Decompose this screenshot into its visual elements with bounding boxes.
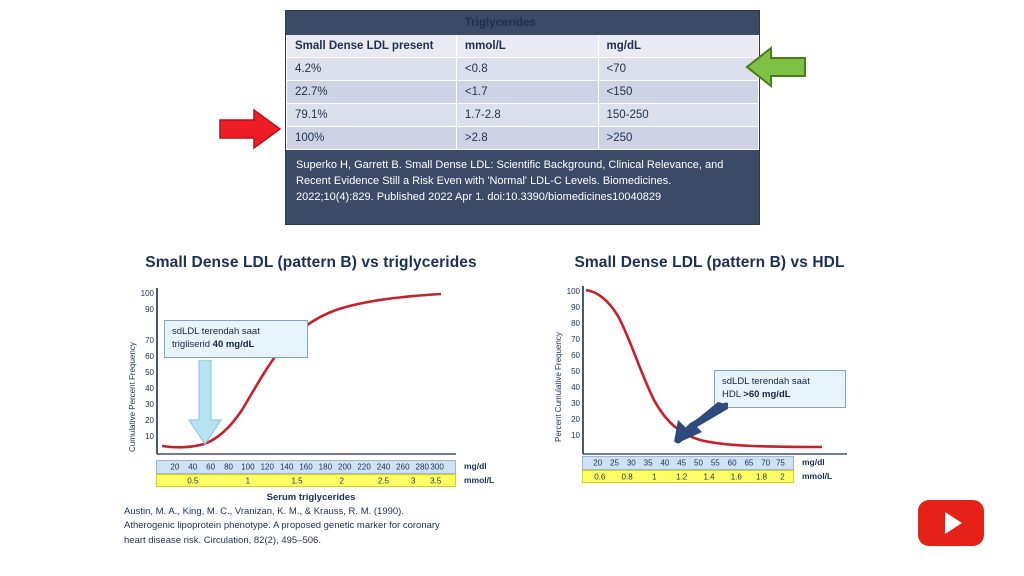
cell-mgdl: <150 xyxy=(598,81,759,104)
youtube-play-button[interactable] xyxy=(918,500,984,546)
ytick-30: 30 xyxy=(145,400,154,409)
xaxis-band-mmol xyxy=(156,474,456,487)
xtick-mmol: 2 xyxy=(339,476,344,485)
ytick-90: 90 xyxy=(571,303,580,312)
left-chart-title: Small Dense LDL (pattern B) vs triglycerides xyxy=(145,254,477,271)
ytick-40: 40 xyxy=(145,384,154,393)
ytick-80: 80 xyxy=(571,319,580,328)
right-chart-panel xyxy=(532,240,887,505)
cell-sdldl: 4.2% xyxy=(287,58,457,81)
ytick-70: 70 xyxy=(571,335,580,344)
cell-sdldl: 100% xyxy=(287,127,457,150)
xtick-mg: 75 xyxy=(775,458,785,468)
xtick-mg: 65 xyxy=(744,458,754,468)
ytick-90: 90 xyxy=(145,305,154,314)
column-header-sdldl: Small Dense LDL present xyxy=(287,35,457,58)
left-chart-panel xyxy=(112,240,510,550)
ytick-10: 10 xyxy=(571,431,580,440)
xaxis-band-mg xyxy=(582,456,794,470)
cell-mmol: 1.7-2.8 xyxy=(456,104,598,127)
xaxis-mmol-ticks xyxy=(157,475,455,486)
xtick-mg: 80 xyxy=(224,462,233,472)
left-chart-plot xyxy=(112,284,510,504)
xtick-mg: 35 xyxy=(643,458,653,468)
ytick-60: 60 xyxy=(145,352,154,361)
ytick-40: 40 xyxy=(571,383,580,392)
xtick-mg: 40 xyxy=(660,458,670,468)
right-callout-line2-bold: >60 mg/dL xyxy=(743,388,791,400)
xtick-mg: 20 xyxy=(170,462,180,472)
xtick-mmol: 1 xyxy=(652,472,657,481)
right-chart-ylabel: Percent Cumulative Frequency xyxy=(554,332,563,442)
left-chart-xcaption: Serum triglycerides xyxy=(266,492,356,503)
xtick-mg: 200 xyxy=(338,462,352,472)
right-chart-title: Small Dense LDL (pattern B) vs HDL xyxy=(574,254,845,271)
xtick-mmol: 3.5 xyxy=(430,476,442,485)
ytick-100: 100 xyxy=(566,287,580,296)
xtick-mmol: 0.6 xyxy=(594,472,606,481)
left-callout-line2-bold: 40 mg/dL xyxy=(212,338,255,350)
xaxis-unit-mmol: mmol/L xyxy=(464,475,495,485)
xtick-mg: 120 xyxy=(260,462,274,472)
xtick-mmol: 1 xyxy=(245,476,251,485)
table-row xyxy=(287,104,759,127)
xtick-mmol: 0.5 xyxy=(187,476,199,485)
ytick-30: 30 xyxy=(571,399,580,408)
table-header-blank xyxy=(287,12,457,35)
xtick-mmol: 1.4 xyxy=(703,472,715,481)
xtick-mg: 50 xyxy=(694,458,703,468)
ytick-10: 10 xyxy=(145,432,154,441)
green-left-arrow-icon xyxy=(745,46,807,93)
right-callout-line2-pre: HDL xyxy=(722,388,744,400)
cell-mmol: <1.7 xyxy=(456,81,598,104)
right-callout-line1: sdLDL terendah saat xyxy=(722,376,810,387)
column-header-mmol: mmol/L xyxy=(456,35,598,58)
table-citation: Superko H, Garrett B. Small Dense LDL: Scientific Background, Clinical Relevance, and Recent Evidence Still a Risk Even with 'Normal' LDL-C Levels. Biomedicines. 2022;10(4):829. Published 2022 Apr 1. doi:10.3390/biomedicines10040829 xyxy=(296,159,724,203)
cell-mmol: <0.8 xyxy=(456,58,598,81)
ytick-20: 20 xyxy=(571,415,580,424)
xaxis-unit-mg: mg/dl xyxy=(802,457,825,467)
right-chart-plot xyxy=(532,284,887,484)
xtick-mg: 260 xyxy=(396,462,410,472)
column-header-mgdl: mg/dL xyxy=(598,35,759,58)
table-top-header-row xyxy=(287,12,759,35)
cell-mmol: >2.8 xyxy=(456,127,598,150)
xtick-mg: 30 xyxy=(626,458,636,468)
xtick-mg: 280 xyxy=(415,462,429,472)
table-row xyxy=(287,58,759,81)
play-triangle-icon xyxy=(945,512,962,534)
xtick-mg: 55 xyxy=(710,458,720,468)
xtick-mg: 220 xyxy=(357,462,371,472)
red-right-arrow-icon xyxy=(218,108,282,155)
xtick-mmol: 2.5 xyxy=(377,476,390,485)
xtick-mg: 140 xyxy=(279,462,294,472)
xtick-mg: 40 xyxy=(188,462,198,472)
xtick-mg: 45 xyxy=(677,458,687,468)
right-chart-callout xyxy=(714,370,846,408)
xtick-mg: 240 xyxy=(376,462,391,472)
xaxis-mmol-ticks xyxy=(583,471,793,482)
ytick-50: 50 xyxy=(145,368,154,377)
xtick-mg: 20 xyxy=(593,458,603,468)
table-header-triglycerides: Triglycerides xyxy=(456,12,758,35)
xtick-mmol: 3 xyxy=(411,476,416,485)
cell-mgdl: <70 xyxy=(598,58,759,81)
cell-mgdl: >250 xyxy=(598,127,759,150)
left-chart-reference: Austin, M. A., King, M. C., Vranizan, K. M., & Krauss, R. M. (1990). Atherogenic lipoprotein phenotype. A proposed genetic marker for coronary heart disease risk. Circulation, 82(2), 495–506. xyxy=(124,506,440,546)
xaxis-unit-mmol: mmol/L xyxy=(802,471,833,481)
cell-sdldl: 79.1% xyxy=(287,104,457,127)
left-chart-callout xyxy=(164,320,308,358)
xtick-mg: 160 xyxy=(299,462,313,472)
xtick-mmol: 1.5 xyxy=(291,476,303,485)
triglycerides-table xyxy=(286,11,759,150)
xaxis-band-mg xyxy=(156,460,456,474)
xaxis-mg-ticks xyxy=(157,461,455,473)
xtick-mmol: 1.6 xyxy=(730,472,742,481)
xtick-mg: 60 xyxy=(206,462,216,472)
xtick-mmol: 0.8 xyxy=(621,472,633,481)
ytick-70: 70 xyxy=(145,336,154,345)
xtick-mg: 100 xyxy=(241,462,255,472)
light-blue-down-arrow-icon xyxy=(188,360,222,446)
xtick-mmol: 1.2 xyxy=(676,472,688,481)
xaxis-mg-ticks xyxy=(583,457,793,469)
ytick-60: 60 xyxy=(571,351,580,360)
xtick-mg: 300 xyxy=(430,462,444,472)
dark-blue-arrow-icon xyxy=(672,402,728,444)
left-chart-ylabel: Cumulative Percent Frequency xyxy=(128,342,137,452)
xtick-mmol: 1.8 xyxy=(755,472,768,481)
ytick-20: 20 xyxy=(145,416,154,425)
triglycerides-table-card xyxy=(285,10,760,225)
cell-sdldl: 22.7% xyxy=(287,81,457,104)
ytick-100: 100 xyxy=(140,289,154,298)
xtick-mg: 60 xyxy=(727,458,737,468)
xaxis-band-mmol xyxy=(582,470,794,483)
xtick-mmol: 2 xyxy=(780,472,785,481)
xtick-mg: 180 xyxy=(318,462,333,472)
left-callout-line1: sdLDL terendah saat xyxy=(172,326,260,337)
table-row xyxy=(287,81,759,104)
cell-mgdl: 150-250 xyxy=(598,104,759,127)
ytick-50: 50 xyxy=(571,367,580,376)
xaxis-unit-mg: mg/dl xyxy=(464,461,487,471)
xtick-mg: 25 xyxy=(610,458,619,468)
table-row xyxy=(287,127,759,150)
xtick-mg: 70 xyxy=(761,458,771,468)
table-column-header-row xyxy=(287,35,759,58)
left-callout-line2-pre: trigliserid xyxy=(172,338,213,350)
